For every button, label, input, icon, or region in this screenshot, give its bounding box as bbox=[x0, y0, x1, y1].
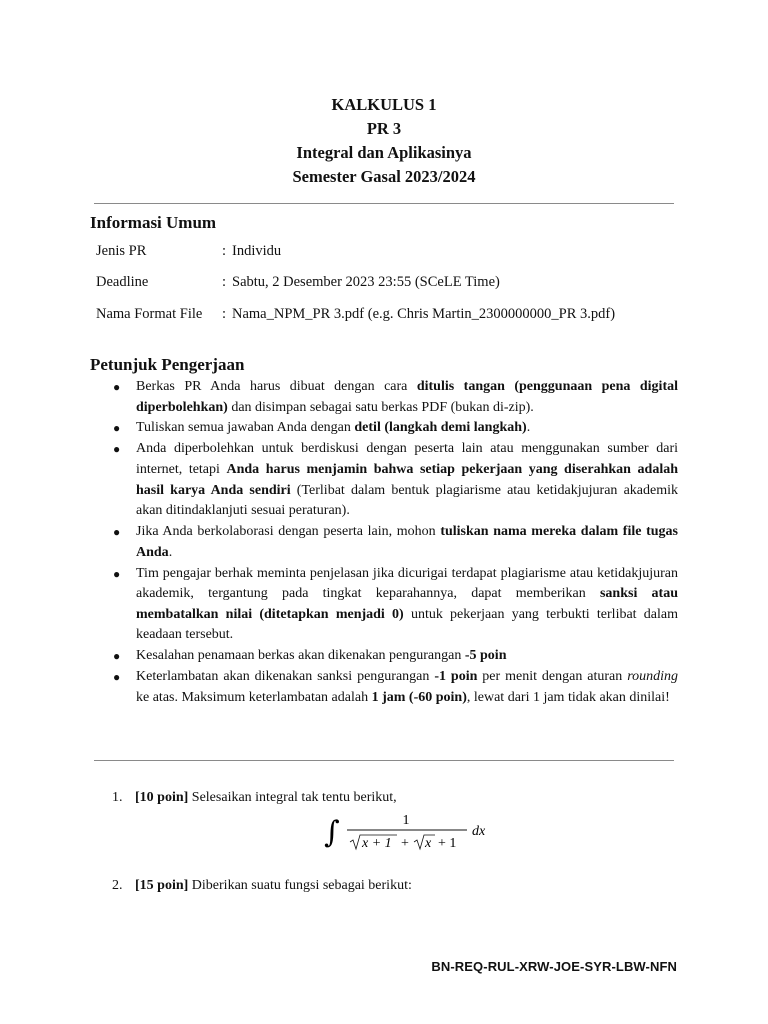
bullet-icon: ● bbox=[113, 649, 121, 664]
bullet-icon: ● bbox=[113, 421, 121, 436]
question-number: 1. bbox=[112, 790, 123, 805]
info-colon: : bbox=[222, 274, 227, 290]
instruction-segment: Tim pengajar berhak meminta penjelasan jika dicurigai terdapat plagiarisme atau ketidakjujuran akademik, tergantung pada tingkat keparahannya, dapat memberikan bbox=[136, 565, 678, 602]
instruction-item bbox=[108, 522, 678, 563]
instruction-segment: -5 poin bbox=[464, 648, 507, 664]
question-number: 2. bbox=[112, 878, 123, 893]
formula-differential: dx bbox=[472, 824, 486, 839]
instruction-segment: , lewat dari 1 jam tidak akan dinilai! bbox=[466, 689, 670, 705]
question-prompt: Selesaikan integral tak tentu berikut, bbox=[188, 790, 397, 805]
info-value: Individu bbox=[232, 243, 282, 259]
instruction-segment: detil (langkah demi langkah) bbox=[354, 420, 527, 436]
info-value: Nama_NPM_PR 3.pdf (e.g. Chris Martin_2300000000_PR 3.pdf) bbox=[232, 306, 616, 322]
instruction-item bbox=[108, 377, 678, 418]
footer-code: BN-REQ-RUL-XRW-JOE-SYR-LBW-NFN bbox=[431, 959, 677, 974]
bullet-icon: ● bbox=[113, 380, 121, 394]
instruction-segment: Tuliskan semua jawaban Anda dengan bbox=[136, 420, 355, 436]
instruction-segment: ke atas. Maksimum keterlambatan adalah bbox=[136, 689, 372, 705]
instruction-segment: Keterlambatan akan dikenakan sanksi pengurangan bbox=[136, 669, 435, 685]
instruction-segment: 1 jam (-60 poin) bbox=[371, 689, 467, 705]
instruction-segment: . bbox=[526, 420, 531, 436]
instruction-segment: untuk pekerjaan yang terbukti terlibat dalam keadaan tersebut. bbox=[136, 606, 678, 643]
instruction-item bbox=[108, 564, 678, 646]
instruction-segment: Kesalahan penamaan berkas akan dikenakan pengurangan bbox=[136, 648, 465, 664]
assignment-title: PR 3 bbox=[366, 119, 402, 138]
instruction-item bbox=[108, 418, 678, 439]
formula-term: x + 1 bbox=[362, 836, 392, 851]
bullet-icon: ● bbox=[113, 670, 121, 685]
bullet-icon: ● bbox=[113, 525, 121, 540]
instruction-segment: Anda diperbolehkan untuk berdiskusi dengan peserta lain atau menggunakan sumber dari internet, tetapi bbox=[136, 441, 678, 477]
instruction-segment: Jika Anda berkolaborasi dengan peserta lain, mohon bbox=[136, 524, 441, 540]
info-heading: Informasi Umum bbox=[90, 213, 217, 232]
semester-title: Semester Gasal 2023/2024 bbox=[292, 167, 476, 186]
formula-plus: + bbox=[401, 836, 409, 851]
formula-numerator: 1 bbox=[402, 813, 410, 828]
bullet-icon: ● bbox=[113, 442, 121, 457]
divider-top bbox=[94, 203, 674, 204]
instructions-list bbox=[108, 377, 678, 709]
question-text bbox=[135, 878, 412, 894]
instruction-segment: . bbox=[168, 544, 173, 560]
formula-term: x bbox=[425, 836, 432, 851]
instruction-segment: rounding bbox=[627, 669, 679, 685]
question-text bbox=[135, 790, 397, 806]
instruction-item bbox=[108, 646, 678, 667]
info-label: Deadline bbox=[96, 274, 149, 290]
divider-bottom bbox=[94, 760, 674, 761]
info-label: Nama Format File bbox=[96, 306, 203, 322]
instruction-item bbox=[108, 667, 678, 708]
instruction-segment: sanksi atau membatalkan nilai (ditetapkan menjadi 0) bbox=[136, 586, 679, 622]
instructions-heading: Petunjuk Pengerjaan bbox=[90, 355, 245, 374]
course-title: KALKULUS 1 bbox=[331, 95, 437, 114]
info-colon: : bbox=[222, 243, 227, 259]
instruction-segment: ditulis tangan (penggunaan pena digital diperbolehkan) bbox=[136, 379, 678, 415]
integral-formula bbox=[322, 806, 512, 856]
instruction-item bbox=[108, 439, 678, 521]
instruction-segment: Berkas PR Anda harus dibuat dengan cara bbox=[136, 379, 417, 394]
question-points: [15 poin] bbox=[135, 878, 189, 893]
question-points: [10 poin] bbox=[135, 790, 189, 805]
formula-tail: + 1 bbox=[438, 836, 457, 851]
integral-sign: ∫ bbox=[324, 815, 340, 850]
instruction-segment: dan disimpan sebagai satu berkas PDF (bukan di-zip). bbox=[227, 399, 534, 415]
instruction-segment: -1 poin bbox=[434, 669, 478, 685]
instruction-segment: (Terlibat dalam bentuk plagiarisme atau ketidakjujuran akademik akan ditindaklanjuti sesuai peraturan). bbox=[136, 482, 678, 519]
topic-title: Integral dan Aplikasinya bbox=[296, 143, 472, 162]
instruction-segment: per menit dengan aturan bbox=[477, 669, 628, 685]
question-prompt: Diberikan suatu fungsi sebagai berikut: bbox=[188, 878, 412, 893]
info-colon: : bbox=[222, 306, 227, 322]
instruction-segment: Anda harus menjamin bahwa setiap pekerjaan yang diserahkan adalah hasil karya Anda sendiri bbox=[136, 461, 678, 498]
info-value: Sabtu, 2 Desember 2023 23:55 (SCeLE Time) bbox=[232, 274, 500, 290]
instruction-segment: tuliskan nama mereka dalam file tugas Anda bbox=[136, 524, 678, 560]
bullet-icon: ● bbox=[113, 566, 121, 581]
info-label: Jenis PR bbox=[96, 243, 147, 259]
document-title-block bbox=[0, 93, 768, 189]
